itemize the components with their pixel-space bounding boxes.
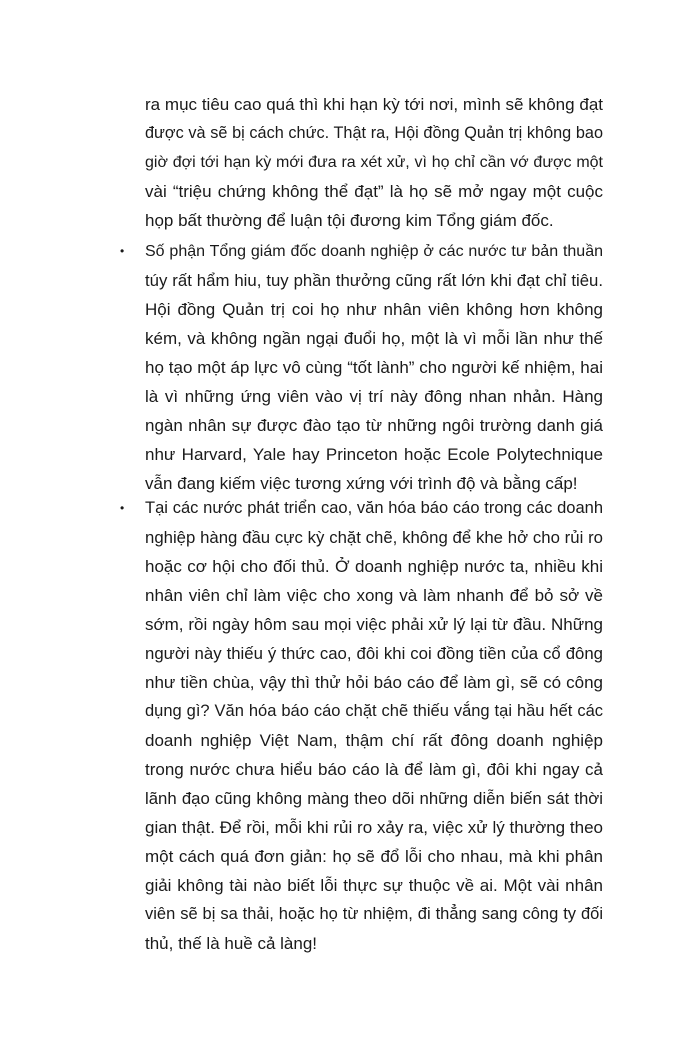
text-line: Tại các nước phát triển cao, văn hóa báo cáo trong các doanh bbox=[145, 499, 603, 517]
text-line: ra mục tiêu cao quá thì khi hạn kỳ tới nơi, mình sẽ không đạt bbox=[145, 95, 603, 114]
bullet-paragraph-reporting-culture bbox=[145, 494, 603, 958]
text-line: người này thiếu ý thức cao, đôi khi coi đồng tiền của cổ đông bbox=[145, 644, 603, 663]
text-line: thủ, thế là huề cả làng! bbox=[145, 934, 318, 953]
text-line: một cách quá đơn giản: họ sẽ đổ lỗi cho nhau, mà khi phân bbox=[145, 847, 603, 866]
bullet-marker: • bbox=[120, 501, 125, 515]
text-line: trong nước chưa hiểu báo cáo là để làm gì, đôi khi ngay cả bbox=[145, 760, 603, 779]
text-line: được và sẽ bị cách chức. Thật ra, Hội đồng Quản trị không bao bbox=[145, 124, 603, 142]
text-line: họ tạo một áp lực vô cùng “tốt lành” cho người kế nhiệm, hai bbox=[145, 358, 603, 377]
text-line: doanh nghiệp Việt Nam, thậm chí rất đông doanh nghiệp bbox=[145, 731, 603, 750]
text-line: hoặc cơ hội cho đối thủ. Ở doanh nghiệp nước ta, nhiều khi bbox=[145, 557, 603, 576]
text-line: viên sẽ bị sa thải, hoặc họ từ nhiệm, đi thẳng sang công ty đối bbox=[145, 905, 603, 923]
text-line: túy rất hẩm hiu, tuy phần thưởng cũng rất lớn khi đạt chỉ tiêu. bbox=[145, 271, 603, 290]
text-line: vẫn đang kiếm việc tương xứng với trình độ và bằng cấp! bbox=[145, 474, 578, 493]
text-line: ngàn nhân sự được đào tạo từ những ngôi trường danh giá bbox=[145, 416, 603, 435]
text-line: gian thật. Để rồi, mỗi khi rủi ro xảy ra, việc xử lý thường theo bbox=[145, 818, 603, 837]
text-line: Hội đồng Quản trị coi họ như nhân viên không hơn không bbox=[145, 300, 603, 319]
text-line: giải không tài nào biết lỗi thực sự thuộc về ai. Một vài nhân bbox=[145, 876, 603, 895]
text-line: nghiệp hàng đầu cực kỳ chặt chẽ, không để khe hở cho rủi ro bbox=[145, 528, 603, 547]
text-line: là vì những ứng viên vào vị trí này đông nhan nhản. Hàng bbox=[145, 387, 603, 406]
text-line: lãnh đạo cũng không màng theo dõi những diễn biến sát thời bbox=[145, 789, 603, 808]
bullet-marker: • bbox=[120, 244, 125, 258]
text-line: như tiền chùa, vậy thì thử hỏi báo cáo để làm gì, sẽ có công bbox=[145, 673, 603, 692]
text-line: dụng gì? Văn hóa báo cáo chặt chẽ thiếu vắng tại hầu hết các bbox=[145, 702, 603, 720]
text-line: như Harvard, Yale hay Princeton hoặc Ecole Polytechnique bbox=[145, 445, 603, 464]
text-line: sớm, rồi ngày hôm sau mọi việc phải xử lý lại từ đầu. Những bbox=[145, 615, 603, 634]
bullet-paragraph-ceo-fate bbox=[145, 237, 603, 498]
paragraph-continuation bbox=[145, 90, 603, 235]
text-line: Số phận Tổng giám đốc doanh nghiệp ở các nước tư bản thuần bbox=[145, 243, 603, 260]
text-line: họp bất thường để luận tội đương kim Tổng giám đốc. bbox=[145, 211, 554, 230]
text-line: giờ đợi tới hạn kỳ mới đưa ra xét xử, vì họ chỉ cần vớ được một bbox=[145, 154, 603, 171]
text-line: kém, và không ngần ngại đuổi họ, một là vì mỗi lần như thế bbox=[145, 329, 603, 348]
text-line: nhân viên chỉ làm việc cho xong và làm nhanh để bỏ sở về bbox=[145, 586, 603, 605]
text-line: vài “triệu chứng không thể đạt” là họ sẽ mở ngay một cuộc bbox=[145, 182, 603, 201]
